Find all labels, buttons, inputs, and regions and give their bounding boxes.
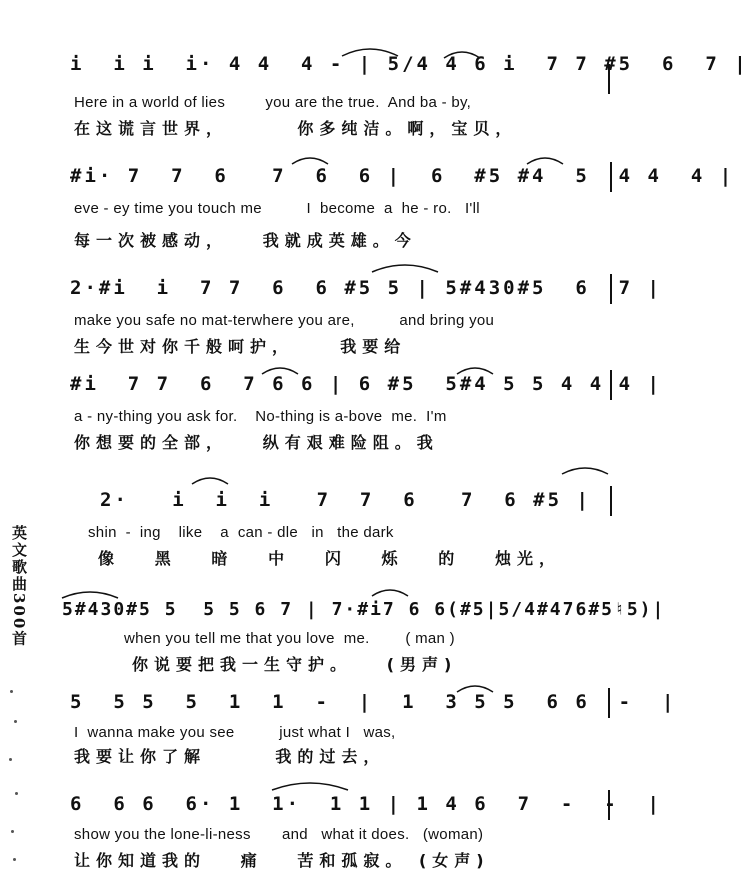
music-system-8 [0, 784, 662, 894]
slur [455, 678, 495, 694]
english-lyrics: eve - ey time you touch me I become a he - ro. I'll [74, 200, 480, 217]
music-system-4 [0, 364, 662, 474]
music-system-5 [0, 480, 640, 590]
english-lyrics: shin - ing like a can - dle in the dark [88, 524, 394, 541]
chinese-lyrics: 让你知道我的 痛 苦和孤寂。 (女声) [74, 851, 490, 870]
barline [608, 688, 610, 718]
slur [525, 150, 565, 166]
english-lyrics: show you the lone-li-ness and what it does. (woman) [74, 826, 484, 843]
music-system-2 [0, 156, 735, 266]
chinese-lyrics: 在这谎言世界， 你多纯洁。啊，宝贝， [74, 119, 518, 138]
chinese-lyrics: 每一次被感动， 我就成英雄。今 [74, 231, 417, 250]
english-lyrics: make you safe no mat-terwhere you are, and bring you [74, 312, 495, 329]
music-system-1 [0, 44, 749, 154]
english-lyrics: I wanna make you see just what I was, [74, 724, 396, 741]
barline [610, 370, 612, 400]
chinese-lyrics: 生今世对你千般呵护， 我要给 [74, 337, 407, 356]
barline [610, 162, 612, 192]
side-caption: 英文歌曲300首 [10, 525, 28, 648]
notation-line: 6 6 6 6· 1 1· 1 1 | 1 4 6 7 - - | [70, 793, 662, 815]
slur [370, 258, 440, 274]
barline [608, 790, 610, 820]
slur [290, 150, 330, 166]
slur [370, 582, 410, 598]
slur [260, 360, 300, 376]
chinese-lyrics: 像 黑 暗 中 闪 烁 的 烛光， [98, 549, 561, 568]
barline [610, 274, 612, 304]
notation-line: i i i i· 4 4 4 - | 5/4 4 6 i 7 7 #5 6 7 | [70, 53, 749, 75]
barline [608, 64, 610, 94]
slur [442, 44, 482, 60]
music-system-3 [0, 268, 662, 378]
english-lyrics: when you tell me that you love me. ( man ) [124, 630, 455, 647]
slur [60, 584, 120, 600]
english-lyrics: Here in a world of lies you are the true. And ba - by, [74, 94, 472, 111]
chinese-lyrics: 你想要的全部， 纵有艰难险阻。我 [74, 433, 439, 452]
slur [190, 470, 230, 486]
notation-line: #i 7 7 6 7 6 6 | 6 #5 5#4 5 5 4 4 4 | [70, 373, 662, 395]
slur [455, 360, 495, 376]
notation-line: 2·#i i 7 7 6 6 #5 5 | 5#430#5 6 7 | [70, 277, 662, 299]
chinese-lyrics: 我要让你了解 我的过去， [74, 747, 386, 766]
notation-line: #i· 7 7 6 7 6 6 | 6 #5 #4 5 4 4 4 | [70, 165, 735, 187]
slur [270, 776, 350, 792]
barline [610, 486, 612, 516]
chinese-lyrics: 你说要把我一生守护。 (男声) [132, 655, 458, 674]
slur [560, 460, 610, 476]
scan-noise [8, 680, 22, 870]
english-lyrics: a - ny-thing you ask for. No-thing is a-bove me. I'm [74, 408, 447, 425]
notation-line: 5#430#5 5 5 5 6 7 | 7·#i7 6 6(#5|5/4#476#5♮5)| [62, 599, 666, 620]
notation-line: 5 5 5 5 1 1 - | 1 3 5 5 6 6 - | [70, 691, 677, 713]
notation-line: 2· i i i 7 7 6 7 6 #5 | [100, 489, 591, 511]
slur [340, 42, 400, 58]
